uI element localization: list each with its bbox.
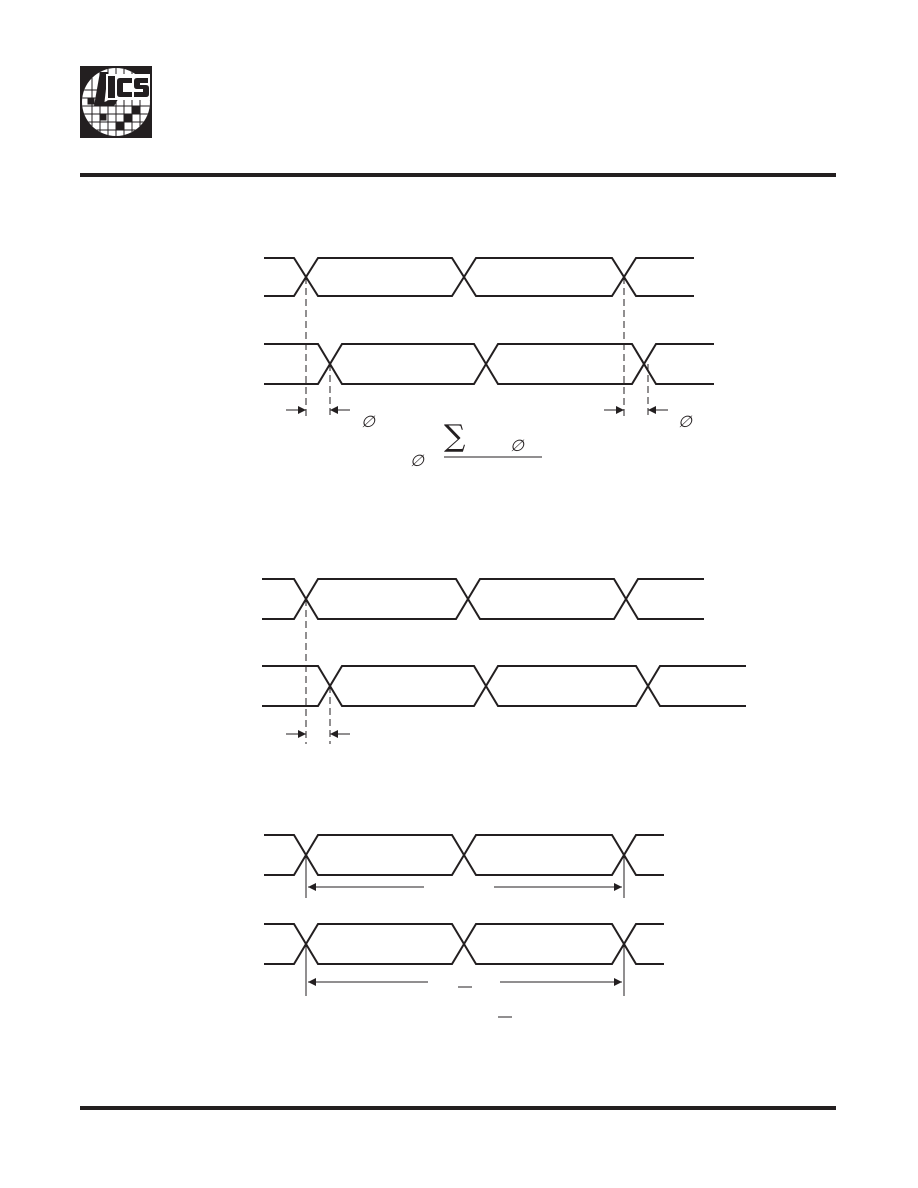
phase-symbol: ∅	[410, 451, 424, 470]
clock-waveform-a	[264, 835, 664, 875]
output-clock-waveform	[264, 344, 714, 384]
phase-symbol: ∅	[361, 412, 375, 431]
sum-symbol: ∑	[444, 419, 466, 454]
output-skew-panel	[262, 579, 746, 744]
clock-waveform-b	[264, 924, 664, 964]
period-jitter-panel	[264, 835, 664, 1017]
phase-symbol: ∅	[510, 436, 524, 455]
reference-clock-waveform	[264, 258, 694, 296]
phase-error-panel	[264, 258, 714, 470]
reference-clock-waveform	[262, 579, 704, 619]
output-clock-waveform	[262, 666, 746, 706]
phase-symbol: ∅	[678, 412, 692, 431]
